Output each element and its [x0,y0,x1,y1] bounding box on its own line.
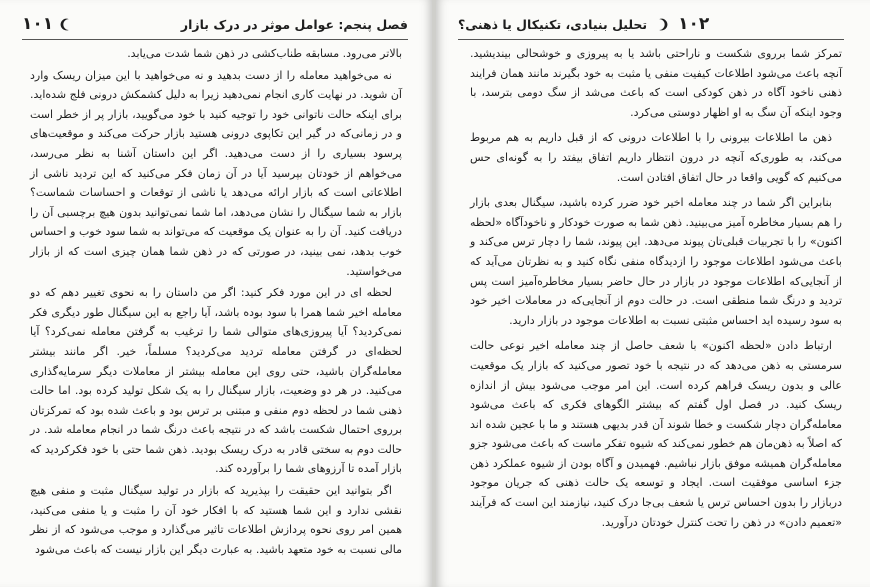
page-body [30,44,402,581]
crescent-icon [655,17,670,32]
chapter-title: تحلیل بنیادی، تکنیکال یا ذهنی؟ [458,16,648,32]
paragraph: ذهن ما اطلاعات بیرونی را با اطلاعات درونی که از قبل داریم به هم مربوط می‌کند، به طوری‌که آنچه در درون انتظار داریم اتفاق بیفتد را به گونه‌ای حس می‌کنیم که گویی واقعا در حال اتفاق افتادن است. [470,131,842,184]
paragraph: لحظه ای در این مورد فکر کنید: اگر من داستان را به نحوی تغییر دهم که دو معامله اخیر شما همرا با سود بوده باشد، آیا راجع به این سیگنال طور دیگری فکر نمی‌کردید؟ آیا پیروزی‌های متوالی شما را ترغیب به گرفتن معامله نمی‌کرد؟ آیا لحظه‌ای در گرفتن معامله تردید می‌کردید؟ مسلماً، خیر. اگر مانند بیشتر معامله‌گران باشید، حتی روی این معامله بیشتر از معاملات دیگر سرمایه‌گذاری می‌کنید. در هر دو وضعیت، بازار سیگنال را به یک شکل تولید کرده بود. اما حالت ذهنی شما در لحظه دوم منفی و مبتنی بر ترس بود و باعث شده بود که تمرکزتان برروی احتمال شکست باشد که در نتیجه باعث درنگ شما در انجام معامله شد. در حالت دوم به سختی قادر به درک ریسک بودید. ذهن شما حتی با خود فکرکردید که بازار آمده تا آرزوهای شما را برآورده کند. [30,286,402,476]
paragraph: تمرکز شما برروی شکست و ناراحتی باشد یا به پیروزی و خوشحالی بیندیشید. آنچه باعث می‌شود اطلاعات کیفیت منفی یا مثبت به خود بگیرند مانند همان فرایند ذهنی ناخود آگاه در ذهن کودکی است که باعث می‌شد از سگ دومی بترسد، با وجود اینکه آن سگ به او اظهار دوستی می‌کرد. [470,47,842,119]
page-header [458,10,844,38]
header-rule [22,39,408,40]
crescent-icon [58,17,73,32]
page-header [22,10,408,38]
paragraph: ارتباط دادن «لحظه اکنون» با شعف حاصل از چند معامله اخیر نوعی حالت سرمستی به ذهن می‌دهد که در نتیجه با خود تصور می‌کنید که بازار یک موقعیت عالی و بدون ریسک فراهم کرده است. این امر موجب می‌شود بیش از اندازه ریسک کنید. در فصل اول گفتم که بیشتر الگوهای فکری که باعث می‌شود معامله‌گران دچار شکست و خطا شوند آن قدر بدیهی هستند و ما با عجین شده اند که اصلاً به ذهن‌مان هم خطور نمی‌کند که شیوه تفکر ماست که باعث می‌شود جزو معامله‌گران همیشه موفق بازار نباشیم. فهمیدن و آگاه بودن از شیوه عملکرد ذهن جزء اساسی موفقیت است. ایجاد و توسعه یک حالت ذهنی که جریان موجود دربازار را بدون احساس ترس یا شعف بی‌جا درک کنید، نیازمند این است که فرآیند «تعمیم دادن» در ذهن را تحت کنترل خودتان درآورید. [470,339,842,529]
paragraph: بنابراین اگر شما در چند معامله اخیر خود ضرر کرده باشید، سیگنال بعدی بازار را هم بسیار مخاطره آمیز می‌بینید. ذهن شما به صورت خودکار و ناخودآگاه «لحظه اکنون» را با تجربیات قبلی‌تان پیوند می‌دهد. این پیوند، شما را دچار ترس می‌کند و باعث می‌شود اطلاعات موجود را ازدیدگاه منفی نگاه کنید و به نظرتان می‌آید که از آنجایی‌که اطلاعات موجود در بازار در حال حاضر بسیار مخاطره‌آمیز است پس تردید و درنگ شما منطقی است. در حالت دوم از آنجایی‌که در معاملات اخیر خود به سود رسیده اید احساس مثبتی نسبت به اطلاعات موجود در بازار دارید. [470,196,842,327]
paragraph: بالاتر می‌رود. مسابقه طناب‌کشی در ذهن شما شدت می‌یابد. [127,47,402,60]
page-number: ۱۰۲ [678,14,710,34]
header-rule [458,39,844,40]
page-number: ۱۰۱ [22,14,54,34]
page-102 [436,0,870,587]
page-number-group [22,14,73,34]
page-body [470,44,842,581]
chapter-title: فصل پنجم: عوامل موثر در درک بازار [180,16,408,32]
paragraph: اگر بتوانید این حقیقت را بپذیرید که بازار در تولید سیگنال مثبت و منفی هیچ نقشی ندارد و این شما هستید که با افکار خود آن را مثبت و یا منفی می‌کنید، همین امر روی نحوه پردازش اطلاعات تاثیر می‌گذارد و موجب می‌شود که از نظر مالی نسبت به خود متعهد باشید. به عبارت دیگر این بازار نیست که باعث می‌شود [30,484,402,556]
paragraph: نه می‌خواهید معامله را از دست بدهید و نه می‌خواهید با این میزان ریسک وارد آن شوید. در نهایت کاری انجام نمی‌دهید زیرا به دلیل کشمکش درونی فلج شده‌اید. برای اینکه حالت ناتوانی خود را توجیه کنید با خود می‌گویید، بازار پر از خطر است و در زمانی‌که در گیر این تکاپوی درونی هستید بازار حرکت می‌کند و موقعیت‌های پرسود بسیاری را از دست می‌دهید. اگر این داستان آشنا به نظر می‌رسد، می‌خواهم از خودتان بپرسید آیا در آن زمان فکر می‌کنید که این تردید ناشی از اطلاعاتی است که بازار ارائه می‌دهد یا ناشی از توقعات و احساسات شماست؟ بازار به شما سیگنال را نشان می‌دهد، اما شما نمی‌توانید بدون هیچ برچسبی آن را دریافت کنید. آن را به عنوان یک موقعیت که می‌تواند به شما سود خوب و احساس خوب بدهد، نمی بینید، در صورتی که در ذهن شما همان چیزی است که از بازار می‌خواستید. [30,68,402,278]
page-101 [0,0,432,587]
